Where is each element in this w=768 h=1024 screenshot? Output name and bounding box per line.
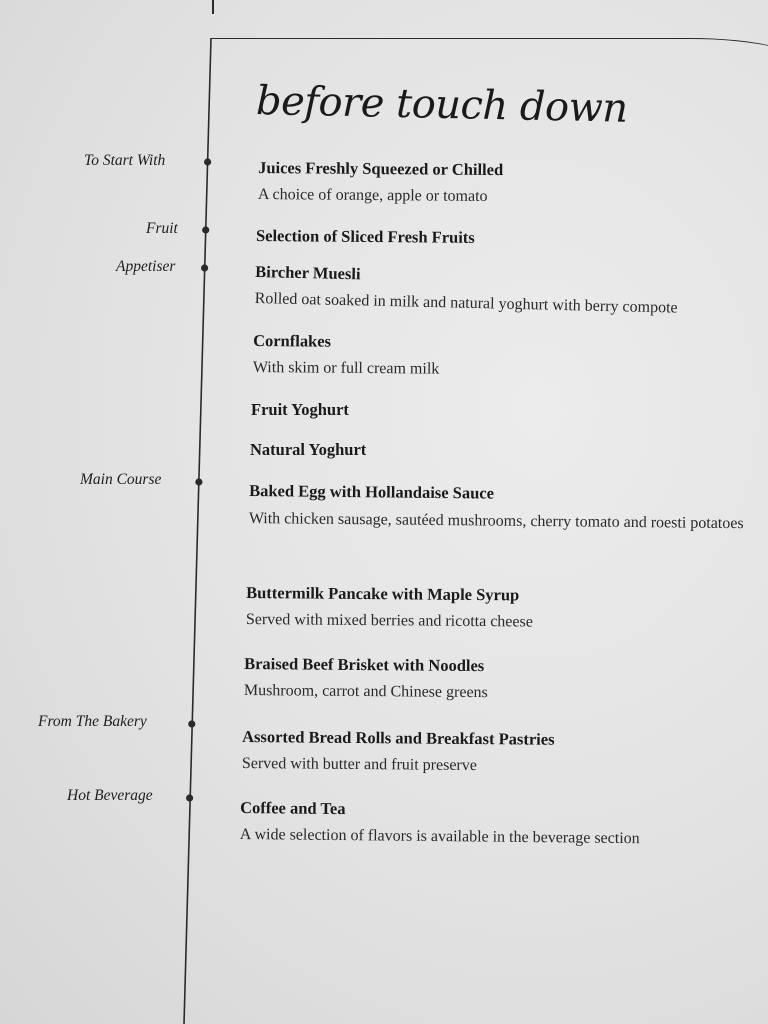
item-name: Braised Beef Brisket with Noodles	[244, 654, 485, 676]
item-name: Cornflakes	[253, 331, 332, 351]
category-to-start-with: To Start With	[84, 152, 166, 169]
menu-item	[244, 654, 488, 702]
top-divider-line	[212, 0, 214, 14]
item-name: Baked Egg with Hollandaise Sauce	[249, 481, 495, 503]
category-main-course: Main Course	[80, 471, 162, 488]
timeline-dot-appetiser	[201, 264, 208, 271]
item-name: Buttermilk Pancake with Maple Syrup	[246, 583, 520, 605]
item-name: Natural Yoghurt	[250, 440, 367, 459]
timeline-dot-main	[195, 478, 202, 485]
category-from-the-bakery: From The Bakery	[38, 713, 147, 730]
menu-item	[251, 400, 349, 420]
menu-item	[249, 481, 750, 538]
timeline-dot-beverage	[186, 794, 193, 801]
item-name: Selection of Sliced Fresh Fruits	[255, 226, 475, 247]
menu-title: before touch down	[255, 78, 629, 132]
timeline-dot-start	[204, 158, 211, 165]
item-name: Assorted Bread Rolls and Breakfast Pastries	[242, 727, 555, 749]
item-description: Rolled oat soaked in milk and natural yoghurt with berry compote	[254, 289, 678, 317]
menu-item	[256, 226, 475, 248]
item-description: Served with mixed berries and ricotta cheese	[245, 610, 533, 631]
menu-item	[250, 440, 366, 460]
menu-item	[254, 262, 678, 318]
item-description: A choice of orange, apple or tomato	[257, 185, 488, 206]
item-description: With chicken sausage, sautéed mushrooms, cherry tomato and roesti potatoes	[248, 509, 744, 533]
menu-item	[240, 798, 640, 848]
menu-item	[253, 331, 440, 379]
item-name: Coffee and Tea	[240, 798, 346, 819]
menu-item	[246, 583, 533, 632]
menu-item	[242, 727, 555, 776]
category-fruit: Fruit	[146, 220, 178, 237]
category-appetiser: Appetiser	[116, 258, 176, 275]
category-hot-beverage: Hot Beverage	[67, 787, 153, 804]
item-description: With skim or full cream milk	[252, 358, 440, 378]
item-name: Juices Freshly Squeezed or Chilled	[258, 158, 504, 180]
item-description: A wide selection of flavors is available in the beverage section	[239, 825, 640, 848]
item-name: Bircher Muesli	[255, 262, 361, 284]
item-description: Served with butter and fruit preserve	[241, 754, 477, 775]
item-name: Fruit Yoghurt	[251, 400, 349, 419]
timeline-dot-fruit	[202, 226, 209, 233]
item-description: Mushroom, carrot and Chinese greens	[243, 681, 488, 702]
menu-item	[258, 158, 503, 206]
timeline-dot-bakery	[188, 720, 195, 727]
